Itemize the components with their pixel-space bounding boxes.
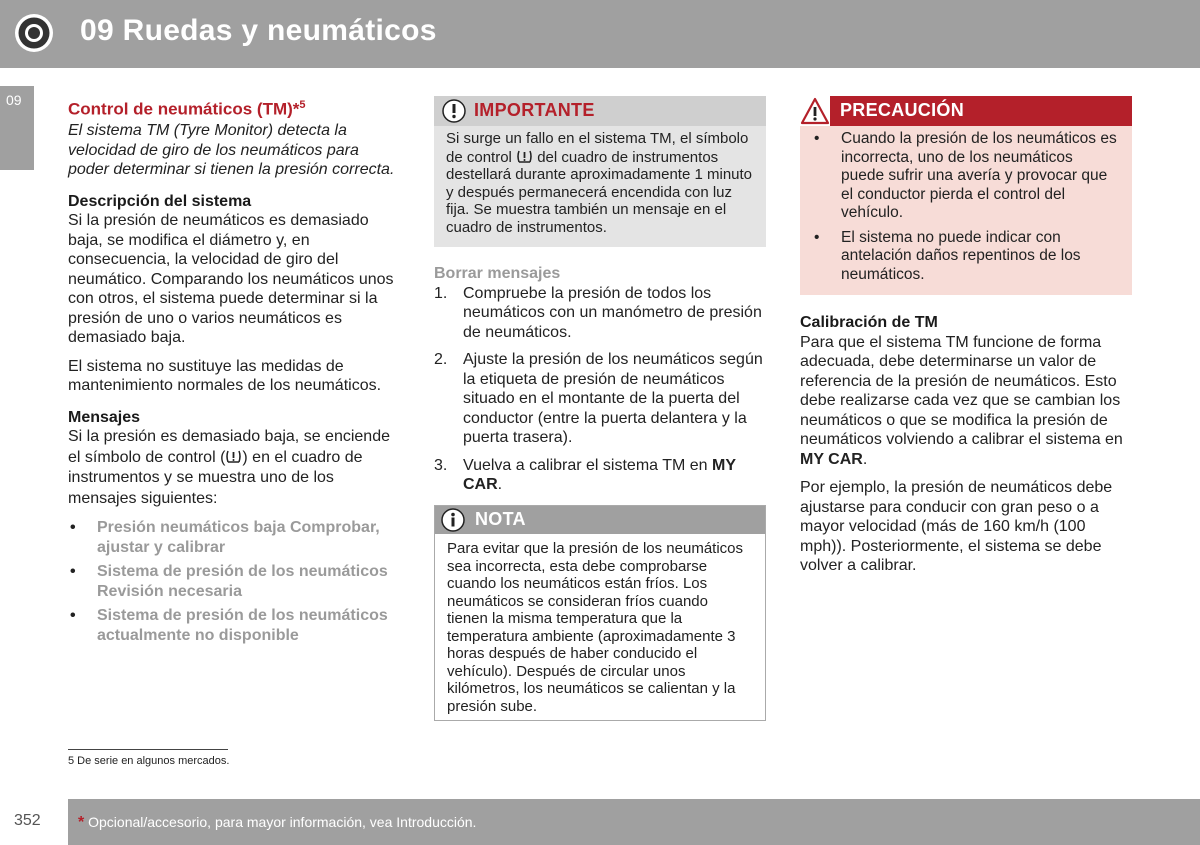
warning-title: PRECAUCIÓN (840, 100, 965, 120)
steps-list (434, 284, 766, 495)
chapter-side-tab (0, 86, 34, 170)
info-icon (441, 508, 465, 537)
section-title: Control de neumáticos (TM)*$^5$ (68, 99, 306, 119)
note-box (434, 505, 766, 721)
note-text: Para evitar que la presión de los neumáticos sea incorrecta, esta debe comprobarse cuando los neumáticos están fríos. Los neumáticos se consideran fríos cuando tienen la misma temperatura que la temperatura ambiente (aproximadamente 3 horas después de haber conducido el vehículo). Después de circular unos kilómetros, los neumáticos se calientan y la presión sube. (447, 540, 744, 715)
list-item: • Cuando la presión de los neumáticos es incorrecta, uno de los neumáticos puede sufrir una avería y provocar que el conductor pierda el control del vehículo. (812, 130, 1120, 223)
list-item: • Sistema de presión de los neumáticos Revisión necesaria (68, 562, 396, 601)
warning-box (800, 96, 1132, 295)
desc-heading: Descripción del sistema (68, 192, 252, 210)
warning-header (800, 96, 1132, 126)
desc-text-2: El sistema no sustituye las medidas de mantenimiento normales de los neumáticos. (68, 357, 382, 395)
important-header (434, 96, 766, 126)
tire-pressure-icon (516, 148, 533, 165)
chapter-title: 09 Ruedas y neumáticos (80, 14, 437, 47)
footer-bar (68, 799, 1200, 845)
list-item: • El sistema no puede indicar con antelación daños repentinos de los neumáticos. (812, 229, 1120, 285)
footnote: 5 De serie en algunos mercados. (68, 755, 230, 767)
warning-triangle-icon (800, 96, 830, 126)
clear-messages-heading: Borrar mensajes (434, 265, 561, 282)
exclamation-icon (442, 99, 466, 128)
calibration-text: Para que el sistema TM funcione de forma adecuada, debe determinarse un valor de referencia de la presión de neumáticos. Esto debe realizarse cada vez que se cambian los neumáticos o que se modifica la presión de neumáticos volviendo a calibrar el sistema en MY CAR. (800, 333, 1123, 468)
note-title: NOTA (475, 509, 526, 529)
list-item: • Presión neumáticos baja Comprobar, ajustar y calibrar (68, 518, 396, 557)
messages-heading: Mensajes (68, 408, 141, 426)
calibration-heading: Calibración de TM (800, 314, 938, 331)
messages-text: Si la presión es demasiado baja, se enciende el símbolo de control ( ) en el cuadro de instrumentos y se muestra uno de los mensajes siguientes: (68, 428, 390, 507)
note-header (435, 506, 765, 534)
chapter-header (68, 0, 1200, 68)
desc-text: Si la presión de neumáticos es demasiado baja, se modifica el diámetro y, en consecuencia, la velocidad de giro del neumático. Comparando los neumáticos unos con otros, el sistema puede determinar si la presión de uno o varios neumáticos es demasiado baja. (68, 212, 394, 347)
important-box (434, 96, 766, 247)
important-text: Si surge un fallo en el sistema TM, el símbolo de control del cuadro de instrumentos destellará durante aproximadamente 1 minuto y después permanecerá encendida con luz fija. Se muestra también un mensaje en el cuadro de instrumentos. (446, 130, 753, 236)
calibration-text-2: Por ejemplo, la presión de neumáticos debe ajustarse para conducir con gran peso o a mayor velocidad (más de 160 km/h (100 mph)). Posteriormente, el sistema se debe volver a calibrar. (800, 479, 1113, 574)
tire-icon (14, 13, 54, 58)
list-item: 1. Compruebe la presión de todos los neumáticos con un manómetro de presión de neumáticos. (434, 284, 762, 341)
tire-pressure-icon (225, 448, 242, 465)
intro-text: El sistema TM (Tyre Monitor) detecta la velocidad de giro de los neumáticos para poder determinar si tienen la presión correcta. (68, 122, 395, 179)
footnote-divider (68, 749, 228, 750)
important-title: IMPORTANTE (474, 100, 595, 120)
list-item: • Sistema de presión de los neumáticos actualmente no disponible (68, 606, 396, 645)
list-item: 2. Ajuste la presión de los neumáticos según la etiqueta de presión de neumáticos situado en el montante de la puerta del conductor (entre la puerta delantera y la puerta trasera). (434, 351, 763, 446)
footer-note: * Opcional/accesorio, para mayor información, vea Introducción. (78, 814, 477, 831)
star-marker: * (78, 814, 85, 831)
side-tab-label: 09 (6, 92, 22, 108)
page-number: 352 (14, 812, 41, 829)
list-item: 3. Vuelva a calibrar el sistema TM en MY CAR. (434, 456, 736, 493)
messages-list (68, 518, 396, 645)
warning-list (800, 126, 1132, 284)
chapter-icon-box (0, 0, 68, 68)
